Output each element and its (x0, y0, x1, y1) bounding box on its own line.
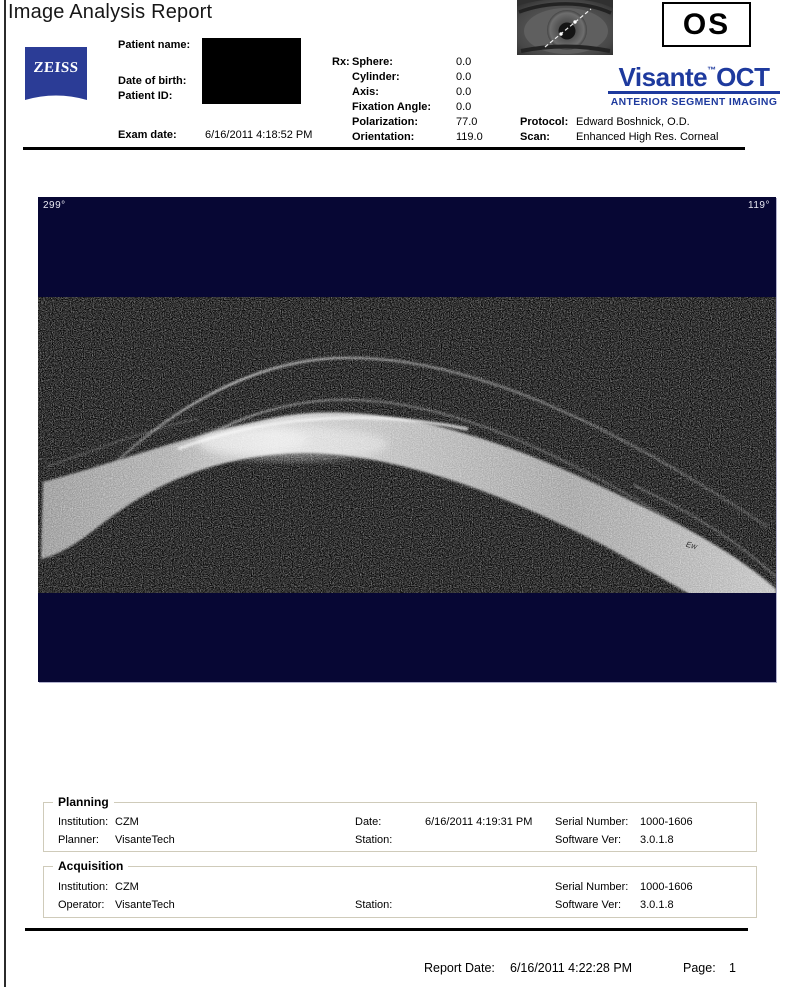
rx-orientation-label: Orientation: (352, 131, 415, 143)
planning-planner-label: Planner: (58, 834, 99, 846)
acquisition-institution-value: CZM (115, 881, 139, 893)
planning-serial-value: 1000-1606 (640, 816, 693, 828)
page-edge-line (4, 0, 6, 987)
rx-axis-value: 0.0 (456, 86, 472, 98)
protocol-label: Protocol: (520, 116, 569, 128)
page-number-label: Page: (683, 961, 716, 975)
rx-label: Rx: (332, 56, 350, 68)
header-divider-rule (23, 147, 745, 150)
patient-data-redaction-box (202, 38, 301, 104)
rx-sphere-value: 0.0 (456, 56, 472, 68)
rx-sphere-label: Sphere: (352, 56, 393, 68)
rx-cylinder-value: 0.0 (456, 71, 472, 83)
acquisition-operator-value: VisanteTech (115, 899, 175, 911)
acquisition-legend: Acquisition (58, 859, 124, 873)
acquisition-section (43, 859, 757, 918)
zeiss-logo (25, 47, 87, 105)
planning-legend: Planning (58, 795, 109, 809)
exam-date-label: Exam date: (118, 129, 177, 141)
report-date-label: Report Date: (424, 961, 495, 975)
rx-fixation-angle-value: 0.0 (456, 101, 472, 113)
oct-annotation: Ew (685, 539, 699, 552)
planning-software-label: Software Ver: (555, 834, 622, 846)
zeiss-logo-text: ZEISS (32, 60, 80, 76)
acquisition-serial-value: 1000-1606 (640, 881, 693, 893)
patient-id-label: Patient ID: (118, 90, 173, 102)
planning-serial-label: Serial Number: (555, 816, 629, 828)
scan-value: Enhanced High Res. Corneal (576, 131, 719, 143)
page-title: Image Analysis Report (8, 1, 213, 23)
rx-fixation-angle-label: Fixation Angle: (352, 101, 432, 113)
planning-institution-label: Institution: (58, 816, 109, 828)
oct-right-angle-label: 119° (748, 200, 770, 211)
oct-scan-graphic (38, 197, 776, 682)
protocol-value: Edward Boshnick, O.D. (576, 116, 690, 128)
acquisition-station-label: Station: (355, 899, 393, 911)
report-date-value: 6/16/2011 4:22:28 PM (510, 961, 633, 975)
rx-polarization-value: 77.0 (456, 116, 478, 128)
planning-planner-value: VisanteTech (115, 834, 175, 846)
planning-software-value: 3.0.1.8 (640, 834, 674, 846)
acquisition-operator-label: Operator: (58, 899, 105, 911)
acquisition-software-value: 3.0.1.8 (640, 899, 674, 911)
eye-photo-thumbnail (517, 0, 613, 55)
scan-label: Scan: (520, 131, 550, 143)
visante-oct-text: OCT (716, 62, 770, 92)
oct-left-angle-label: 299° (43, 200, 66, 211)
laterality-label: OS (682, 7, 731, 41)
acquisition-institution-label: Institution: (58, 881, 109, 893)
rx-orientation-value: 119.0 (456, 131, 483, 143)
planning-section (43, 795, 757, 852)
rx-polarization-label: Polarization: (352, 116, 419, 128)
oct-scan-image (38, 197, 776, 682)
planning-date-value: 6/16/2011 4:19:31 PM (425, 816, 533, 828)
acquisition-serial-label: Serial Number: (555, 881, 629, 893)
visante-trademark: ™ (707, 65, 717, 75)
rx-cylinder-label: Cylinder: (352, 71, 400, 83)
planning-station-label: Station: (355, 834, 393, 846)
visante-oct-logo (608, 56, 780, 108)
acquisition-software-label: Software Ver: (555, 899, 622, 911)
planning-date-label: Date: (355, 816, 382, 828)
visante-logo-subtitle: ANTERIOR SEGMENT IMAGING (610, 97, 778, 108)
laterality-box (662, 2, 751, 47)
planning-institution-value: CZM (115, 816, 139, 828)
exam-date-value: 6/16/2011 4:18:52 PM (205, 129, 313, 141)
visante-logo-text (608, 56, 780, 91)
footer-divider-rule (25, 928, 748, 931)
dob-label: Date of birth: (118, 75, 187, 87)
patient-name-label: Patient name: (118, 39, 191, 51)
rx-axis-label: Axis: (352, 86, 379, 98)
visante-name: Visante (618, 62, 708, 92)
eye-photo-graphic (517, 0, 613, 55)
page-number-value: 1 (729, 961, 736, 975)
